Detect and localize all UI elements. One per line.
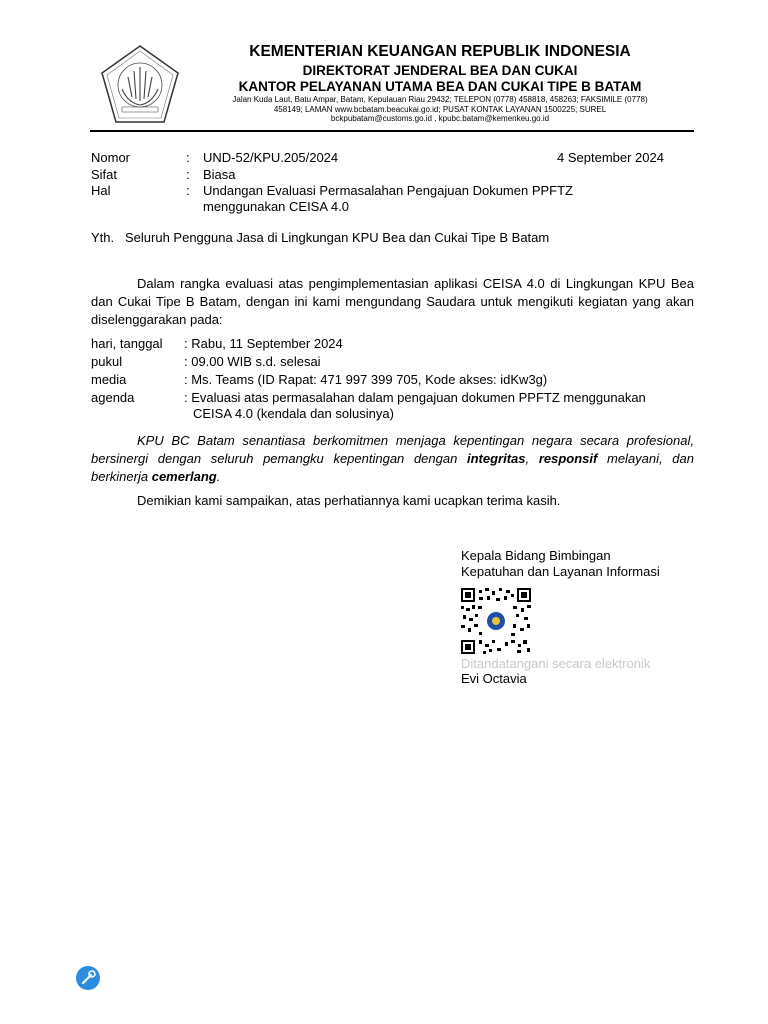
motto-comma: , [525,451,530,466]
motto-text-1: KPU BC Batam senantiasa berkomitmen menjaga kepentingan negara secara profesional, bersinergi dengan seluruh pemangku kepentingan dengan [91,433,694,466]
intro-text: Dalam rangka evaluasi atas pengimplementasian aplikasi CEISA 4.0 di Lingkungan KPU Bea dan Cukai Tipe B Batam, dengan ini kami mengundang Saudara untuk mengikuti kegiatan yang akan diselenggarakan pada: [91,276,694,327]
hal-separator: : [186,183,190,198]
detail-label-date: hari, tanggal [91,336,163,351]
office-address [190,95,690,124]
intro-paragraph [91,275,694,329]
letterhead-divider [90,130,694,132]
signer-name: Evi Octavia [461,671,527,686]
motto-cemerlang: cemerlang [151,469,217,484]
ministry-name: KEMENTERIAN KEUANGAN REPUBLIK INDONESIA [249,43,631,60]
detail-value-date: : Rabu, 11 September 2024 [184,336,343,351]
address-line-1: Jalan Kuda Laut, Batu Ampar, Batam, Kepulauan Riau 29432; TELEPON (0778) 458818, 458263; FAKSIMILE (0778) [232,95,648,104]
signer-title-line-1: Kepala Bidang Bimbingan [461,548,611,563]
office-name: KANTOR PELAYANAN UTAMA BEA DAN CUKAI TIPE B BATAM [238,79,642,94]
scan-icon[interactable] [76,966,100,990]
motto-integritas: integritas [467,451,526,466]
hal-value-line-1: Undangan Evaluasi Permasalahan Pengajuan Dokumen PPFTZ [203,183,573,198]
detail-label-agenda: agenda [91,390,135,405]
detail-value-media: : Ms. Teams (ID Rapat: 471 997 399 705, Kode akses: idKw3g) [184,372,548,387]
motto-text-2: melayani, dan berkinerja [91,451,694,484]
closing-text: Demikian kami sampaikan, atas perhatiannya kami ucapkan terima kasih. [137,493,561,508]
hal-label: Hal [91,183,111,198]
motto-responsif: responsif [538,451,598,466]
e-signed-note: Ditandatangani secara elektronik [461,656,651,671]
sifat-separator: : [186,167,190,182]
recipient-name: Seluruh Pengguna Jasa di Lingkungan KPU Bea dan Cukai Tipe B Batam [125,230,550,245]
nomor-label: Nomor [91,150,131,165]
detail-label-time: pukul [91,354,123,369]
letter-date: 4 September 2024 [557,150,664,165]
sifat-value: Biasa [203,167,236,182]
hal-value-line-2: menggunakan CEISA 4.0 [203,199,349,214]
nomor-value: UND-52/KPU.205/2024 [203,150,339,165]
sifat-label: Sifat [91,167,118,182]
nomor-separator: : [186,150,190,165]
address-line-2: 458149; LAMAN www.bcbatam.beacukai.go.id; PUSAT KONTAK LAYANAN 1500225; SUREL [273,104,607,114]
address-line-3: bckpubatam@customs.go.id , kpubc.batam@kemenkeu.go.id [330,114,550,123]
detail-value-agenda-line-2: CEISA 4.0 (kendala dan solusinya) [193,406,394,421]
wrench-icon [76,966,100,990]
recipient-prefix: Yth. [91,230,115,245]
motto-period: . [216,469,221,484]
detail-value-agenda: : Evaluasi atas permasalahan dalam pengajuan dokumen PPFTZ menggunakan [184,390,646,405]
kemenkeu-logo-icon [98,43,182,127]
detail-value-time: : 09.00 WIB s.d. selesai [184,354,321,369]
directorate-name: DIREKTORAT JENDERAL BEA DAN CUKAI [302,63,578,78]
qr-code-icon [461,588,531,654]
signer-title-line-2: Kepatuhan dan Layanan Informasi [461,564,660,579]
detail-label-media: media [91,372,127,387]
motto-paragraph [91,432,694,486]
